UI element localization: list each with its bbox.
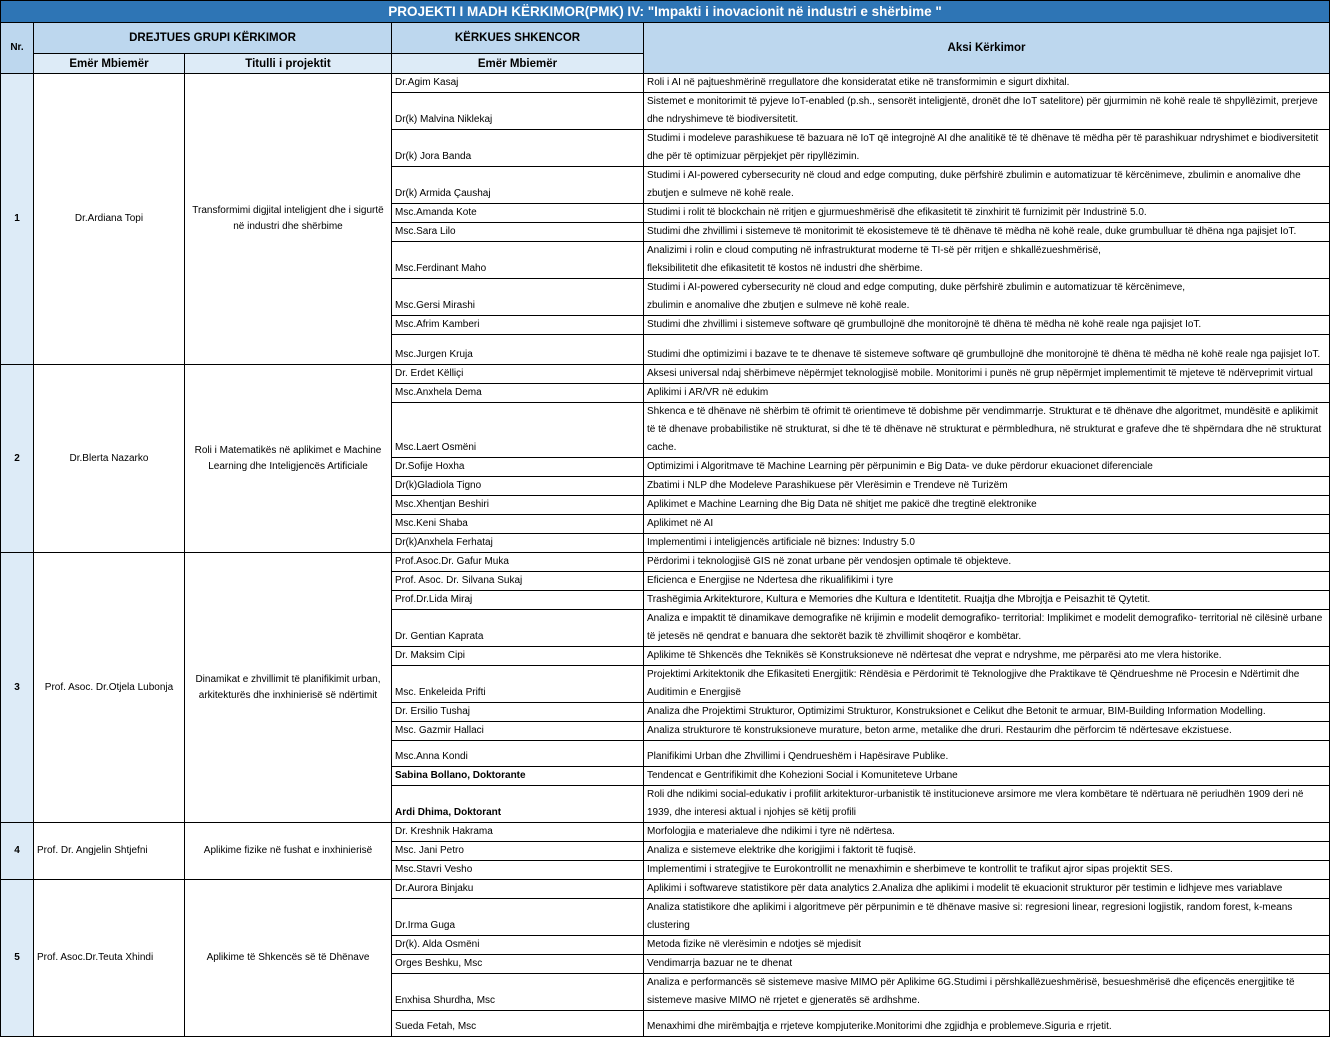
project-title: Dinamikat e zhvillimit të planifikimit urban, arkitekturës dhe inxhinierisë së ndërtimit <box>185 553 392 823</box>
group-number: 3 <box>1 553 34 823</box>
header-researcher-name: Emër Mbiemër <box>392 54 644 74</box>
research-axis: Studimi dhe zhvillimi i sistemeve software që grumbullojnë dhe monitorojnë të dhëna të mëdha në kohë reale nga pajisjet IoT. <box>644 316 1330 335</box>
research-axis: Shkenca e të dhënave në shërbim të ofrimit të orientimeve të dobishme për vendimmarrje. Strukturat e të dhënave dhe algoritmet, mundësitë e aplikimit të të dhenave probabilistike në strukturat, si dhe të të dhënave në strukturat e përmbledhura, në strukturat e grafeve dhe të shpërndara dhe në strukturat cache. <box>644 403 1330 458</box>
header-researcher: KËRKUES SHKENCOR <box>392 23 644 54</box>
researcher-name: Prof.Dr.Lida Miraj <box>392 591 644 610</box>
group-leader: Prof. Asoc.Dr.Teuta Xhindi <box>34 880 185 1037</box>
header-leader-group: DREJTUES GRUPI KËRKIMOR <box>34 23 392 54</box>
research-axis: Studimi i AI-powered cybersecurity në cloud and edge computing, duke përfshirë zbulimin e automatizuar të kërcënimeve, zbulimin e anomalive dhe zbutjen e sulmeve në kohë reale. <box>644 167 1330 204</box>
researcher-name: Msc.Anxhela Dema <box>392 384 644 403</box>
research-axis: Roli dhe ndikimi social-edukativ i profilit arkitekturor-urbanistik të institucioneve arsimore me vlera kombëtare të ndërtuara në periudhën 1909 deri në 1939, dhe interesi aktual i njohjes së këtij profili <box>644 786 1330 823</box>
researcher-name: Dr. Ersilio Tushaj <box>392 703 644 722</box>
research-axis: Morfologjia e materialeve dhe ndikimi i tyre në ndërtesa. <box>644 823 1330 842</box>
research-axis: Analizimi i rolin e cloud computing në infrastrukturat moderne të TI-së për rritjen e shkallëzueshmërisë, fleksibilitetit dhe efikasitetit të kostos në industri dhe shërbime. <box>644 242 1330 279</box>
project-title: Transformimi digjital inteligjent dhe i sigurtë në industri dhe shërbime <box>185 74 392 365</box>
researcher-name: Dr.Aurora Binjaku <box>392 880 644 899</box>
research-axis: Implementimi i strategjive te Eurokontrollit ne menaxhimin e sherbimeve te kontrollit te trafikut ajror sipas projektit SES. <box>644 861 1330 880</box>
research-axis: Analiza dhe Projektimi Strukturor, Optimizimi Strukturor, Konstruksionet e Celikut dhe Betonit te armuar, BIM-Building Information Modelling. <box>644 703 1330 722</box>
researcher-name: Msc. Enkeleida Prifti <box>392 666 644 703</box>
research-axis: Roli i AI në pajtueshmërinë rregullatore dhe konsideratat etike në transformimin e sigurt dixhital. <box>644 74 1330 93</box>
researcher-name: Ardi Dhima, Doktorant <box>392 786 644 823</box>
group-leader: Prof. Asoc. Dr.Otjela Lubonja <box>34 553 185 823</box>
table-row <box>1 365 1330 384</box>
table-row <box>1 823 1330 842</box>
project-title: Aplikime të Shkencës së të Dhënave <box>185 880 392 1037</box>
researcher-name: Prof. Asoc. Dr. Silvana Sukaj <box>392 572 644 591</box>
group-number: 2 <box>1 365 34 553</box>
researcher-name: Msc.Amanda Kote <box>392 204 644 223</box>
researcher-name: Dr(k) Jora Banda <box>392 130 644 167</box>
research-axis: Tendencat e Gentrifikimit dhe Kohezioni Social i Komuniteteve Urbane <box>644 767 1330 786</box>
research-axis: Aksesi universal ndaj shërbimeve nëpërmjet teknologjisë mobile. Monitorimi i punës në grup nëpërmjet implementimit të mjeteve të ndërveprimit virtual <box>644 365 1330 384</box>
researcher-name: Msc.Stavri Vesho <box>392 861 644 880</box>
table-row <box>1 553 1330 572</box>
research-axis: Implementimi i inteligjencës artificiale në biznes: Industry 5.0 <box>644 534 1330 553</box>
researcher-name: Orges Beshku, Msc <box>392 955 644 974</box>
researcher-name: Sueda Fetah, Msc <box>392 1011 644 1037</box>
table-row <box>1 880 1330 899</box>
research-axis: Analiza strukturore të konstruksioneve murature, beton arme, metalike dhe druri. Restaurim dhe përforcim të ndërtesave ekzistuese. <box>644 722 1330 741</box>
research-axis: Vendimarrja bazuar ne te dhenat <box>644 955 1330 974</box>
research-axis: Analiza e impaktit të dinamikave demografike në krijimin e modelit demografiko- territorial: Implikimet e modelit demografiko- territorial në cilësinë urbane të jetesës në qendrat e banuara dhe sektorët bazik të zhvillimit shoqëror e kombëtar. <box>644 610 1330 647</box>
project-title: Roli i Matematikës në aplikimet e Machine Learning dhe Inteligjencës Artificiale <box>185 365 392 553</box>
table-title: PROJEKTI I MADH KËRKIMOR(PMK) IV: "Impakti i inovacionit në industri e shërbime " <box>1 1 1330 23</box>
researcher-name: Dr. Kreshnik Hakrama <box>392 823 644 842</box>
research-axis: Eficienca e Energjise ne Ndertesa dhe rikualifikimi i tyre <box>644 572 1330 591</box>
researcher-name: Dr.Agim Kasaj <box>392 74 644 93</box>
research-axis: Aplikime të Shkencës dhe Teknikës së Konstruksioneve në ndërtesat dhe veprat e ndryshme, me përparësi ato me vlera historike. <box>644 647 1330 666</box>
researcher-name: Msc.Gersi Mirashi <box>392 279 644 316</box>
project-title: Aplikime fizike në fushat e inxhinierisë <box>185 823 392 880</box>
research-axis: Optimizimi i Algoritmave të Machine Learning për përpunimin e Big Data- ve duke përdorur ekuacionet diferenciale <box>644 458 1330 477</box>
research-axis: Zbatimi i NLP dhe Modeleve Parashikuese për Vlerësimin e Trendeve në Turizëm <box>644 477 1330 496</box>
researcher-name: Msc.Sara Lilo <box>392 223 644 242</box>
researcher-name: Msc.Xhentjan Beshiri <box>392 496 644 515</box>
research-axis: Sistemet e monitorimit të pyjeve IoT-enabled (p.sh., sensorët inteligjentë, dronët dhe IoT satelitore) për gjurmimin në kohë reale të shpyllëzimit, prerjeve dhe ndryshimeve të biodiversitetit. <box>644 93 1330 130</box>
group-leader: Dr.Blerta Nazarko <box>34 365 185 553</box>
researcher-name: Msc.Laert Osmëni <box>392 403 644 458</box>
research-axis: Trashëgimia Arkitekturore, Kultura e Memories dhe Kultura e Identitetit. Ruajtja dhe Mbrojtja e Peisazhit të Qytetit. <box>644 591 1330 610</box>
table-row <box>1 74 1330 93</box>
group-leader: Prof. Dr. Angjelin Shtjefni <box>34 823 185 880</box>
researcher-name: Dr. Maksim Cipi <box>392 647 644 666</box>
research-axis: Studimi i AI-powered cybersecurity në cloud and edge computing, duke përfshirë zbulimin e automatizuar të kërcënimeve, zbulimin e anomalive dhe zbutjen e sulmeve në kohë reale. <box>644 279 1330 316</box>
research-axis: Studimi dhe optimizimi i bazave te te dhenave të sistemeve software që grumbullojnë dhe monitorojnë të dhëna të mëdha në kohë reale nga pajisjet IoT. <box>644 335 1330 365</box>
research-axis: Planifikimi Urban dhe Zhvillimi i Qendrueshëm i Hapësirave Publike. <box>644 741 1330 767</box>
research-axis: Analiza statistikore dhe aplikimi i algoritmeve për përpunimin e të dhënave masive si: regresioni linear, regresioni logjistik, random forest, k-means clustering <box>644 899 1330 936</box>
research-axis: Projektimi Arkitektonik dhe Efikasiteti Energjitik: Rëndësia e Përdorimit të Teknologjive dhe Praktikave të Qëndrueshme në Procesin e Ndërtimit dhe Auditimin e Energjisë <box>644 666 1330 703</box>
researcher-name: Prof.Asoc.Dr. Gafur Muka <box>392 553 644 572</box>
researcher-name: Dr.Irma Guga <box>392 899 644 936</box>
researcher-name: Dr. Erdet Këlliçi <box>392 365 644 384</box>
researcher-name: Dr(k)Gladiola Tigno <box>392 477 644 496</box>
researcher-name: Msc.Keni Shaba <box>392 515 644 534</box>
group-number: 1 <box>1 74 34 365</box>
researcher-name: Msc.Jurgen Kruja <box>392 335 644 365</box>
researcher-name: Msc.Ferdinant Maho <box>392 242 644 279</box>
research-axis: Studimi dhe zhvillimi i sistemeve të monitorimit të ekosistemeve të të dhënave të mëdha në kohë reale, duke grumbulluar të dhëna nga pajisjet IoT. <box>644 223 1330 242</box>
research-axis: Studimi i modeleve parashikuese të bazuara në IoT që integrojnë AI dhe analitikë të të dhënave të mëdha për të parashikuar ndryshimet e biodiversitetit dhe për të optimizuar përpjekjet për ripyllëzimin. <box>644 130 1330 167</box>
researcher-name: Dr.Sofije Hoxha <box>392 458 644 477</box>
research-axis: Studimi i rolit të blockchain në rritjen e gjurmueshmërisë dhe efikasitetit të zinxhirit të furnizimit për Industrinë 5.0. <box>644 204 1330 223</box>
research-axis: Aplikimet e Machine Learning dhe Big Data në shitjet me pakicë dhe tregtinë elektronike <box>644 496 1330 515</box>
researcher-name: Enxhisa Shurdha, Msc <box>392 974 644 1011</box>
header-nr: Nr. <box>1 23 34 74</box>
research-axis: Përdorimi i teknologjisë GIS në zonat urbane për vendosjen optimale të objekteve. <box>644 553 1330 572</box>
researcher-name: Sabina Bollano, Doktorante <box>392 767 644 786</box>
group-number: 5 <box>1 880 34 1037</box>
research-axis: Analiza e performancës së sistemeve masive MIMO për Aplikime 6G.Studimi i përshkallëzueshmërisë, besueshmërisë dhe efiçencës energjitike të sistemeve masive MIMO në rrjetet e gjeneratës së ardhshme. <box>644 974 1330 1011</box>
researcher-name: Dr(k) Malvina Niklekaj <box>392 93 644 130</box>
researcher-name: Msc. Jani Petro <box>392 842 644 861</box>
research-axis: Menaxhimi dhe mirëmbajtja e rrjeteve kompjuterike.Monitorimi dhe zgjidhja e problemeve.Siguria e rrjetit. <box>644 1011 1330 1037</box>
research-axis: Aplikimi i AR/VR në edukim <box>644 384 1330 403</box>
researcher-name: Dr. Gentian Kaprata <box>392 610 644 647</box>
research-axis: Aplikimet në AI <box>644 515 1330 534</box>
group-leader: Dr.Ardiana Topi <box>34 74 185 365</box>
research-axis: Metoda fizike në vlerësimin e ndotjes së mjedisit <box>644 936 1330 955</box>
researcher-name: Dr(k)Anxhela Ferhataj <box>392 534 644 553</box>
group-number: 4 <box>1 823 34 880</box>
research-axis: Analiza e sistemeve elektrike dhe korigjimi i faktorit të fuqisë. <box>644 842 1330 861</box>
researcher-name: Dr(k) Armida Çaushaj <box>392 167 644 204</box>
researcher-name: Msc. Gazmir Hallaci <box>392 722 644 741</box>
researcher-name: Msc.Afrim Kamberi <box>392 316 644 335</box>
header-axis: Aksi Kërkimor <box>644 23 1330 74</box>
header-leader-name: Emër Mbiemër <box>34 54 185 74</box>
researcher-name: Dr(k). Alda Osmëni <box>392 936 644 955</box>
research-axis: Aplikimi i softwareve statistikore për data analytics 2.Analiza dhe aplikimi i modelit të ekuacionit strukturor për testimin e lidhjeve mes variablave <box>644 880 1330 899</box>
researcher-name: Msc.Anna Kondi <box>392 741 644 767</box>
header-project-title: Titulli i projektit <box>185 54 392 74</box>
